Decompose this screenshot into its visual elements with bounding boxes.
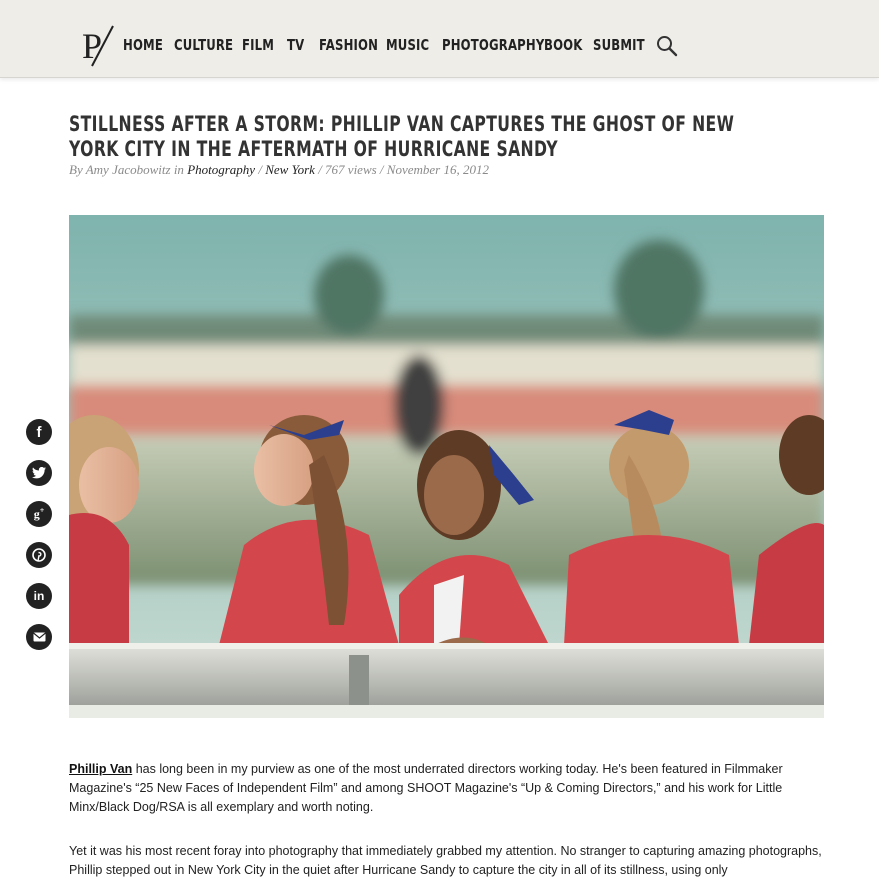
search-icon[interactable] [656,35,678,57]
article-title: STILLNESS AFTER A STORM: PHILLIP VAN CAPTURES THE GHOST OF NEW YORK CITY IN THE AFTERMATH OF HURRICANE SANDY [69,112,735,161]
article-byline [69,162,489,178]
article-paragraph-1 [69,760,829,817]
nav-film[interactable]: FILM [242,36,275,54]
share-pinterest-icon[interactable] [26,542,52,568]
nav-photography[interactable]: PHOTOGRAPHY [442,36,545,54]
svg-text:P: P [82,26,103,66]
nav-tv[interactable]: TV [287,36,305,54]
category-link-new-york[interactable]: New York [265,162,315,177]
nav-book[interactable]: BOOK [544,36,583,54]
hero-photo [69,215,824,718]
paragraph-1-text: has long been in my purview as one of the most underrated directors working today. He's been featured in Filmmaker Magazine's “25 New Faces of Independent Film” and among SHOOT Magazine's “Up & Coming Directors,” and his work for Little Minx/Black Dog/RSA is all exemplary and worth noting. [69,762,783,814]
nav-music[interactable]: MUSIC [386,36,430,54]
byline-author: By Amy Jacobowitz in [69,162,188,177]
byline-meta: / 767 views / November 16, 2012 [314,162,489,177]
byline-separator: / [255,162,266,177]
nav-fashion[interactable]: FASHION [319,36,379,54]
share-google-plus-icon[interactable]: g+ [26,501,52,527]
site-logo[interactable] [80,24,116,68]
article-paragraph-2: Yet it was his most recent foray into photography that immediately grabbed my attention. No stranger to capturing amazing photographs, Phillip stepped out in New York City in the quiet after Hurricane Sandy to capture the city in all of its stillness, using only [69,844,822,877]
nav-home[interactable]: HOME [123,36,163,54]
category-link-photography[interactable]: Photography [187,162,256,177]
share-twitter-icon[interactable] [26,460,52,486]
share-linkedin-icon[interactable]: in [26,583,52,609]
site-header [0,0,879,78]
share-email-icon[interactable] [26,624,52,650]
nav-culture[interactable]: CULTURE [174,36,234,54]
nav-submit[interactable]: SUBMIT [593,36,645,54]
main-nav [123,32,653,58]
phillip-van-link[interactable]: Phillip Van [69,762,133,776]
share-facebook-icon[interactable]: f [26,419,52,445]
